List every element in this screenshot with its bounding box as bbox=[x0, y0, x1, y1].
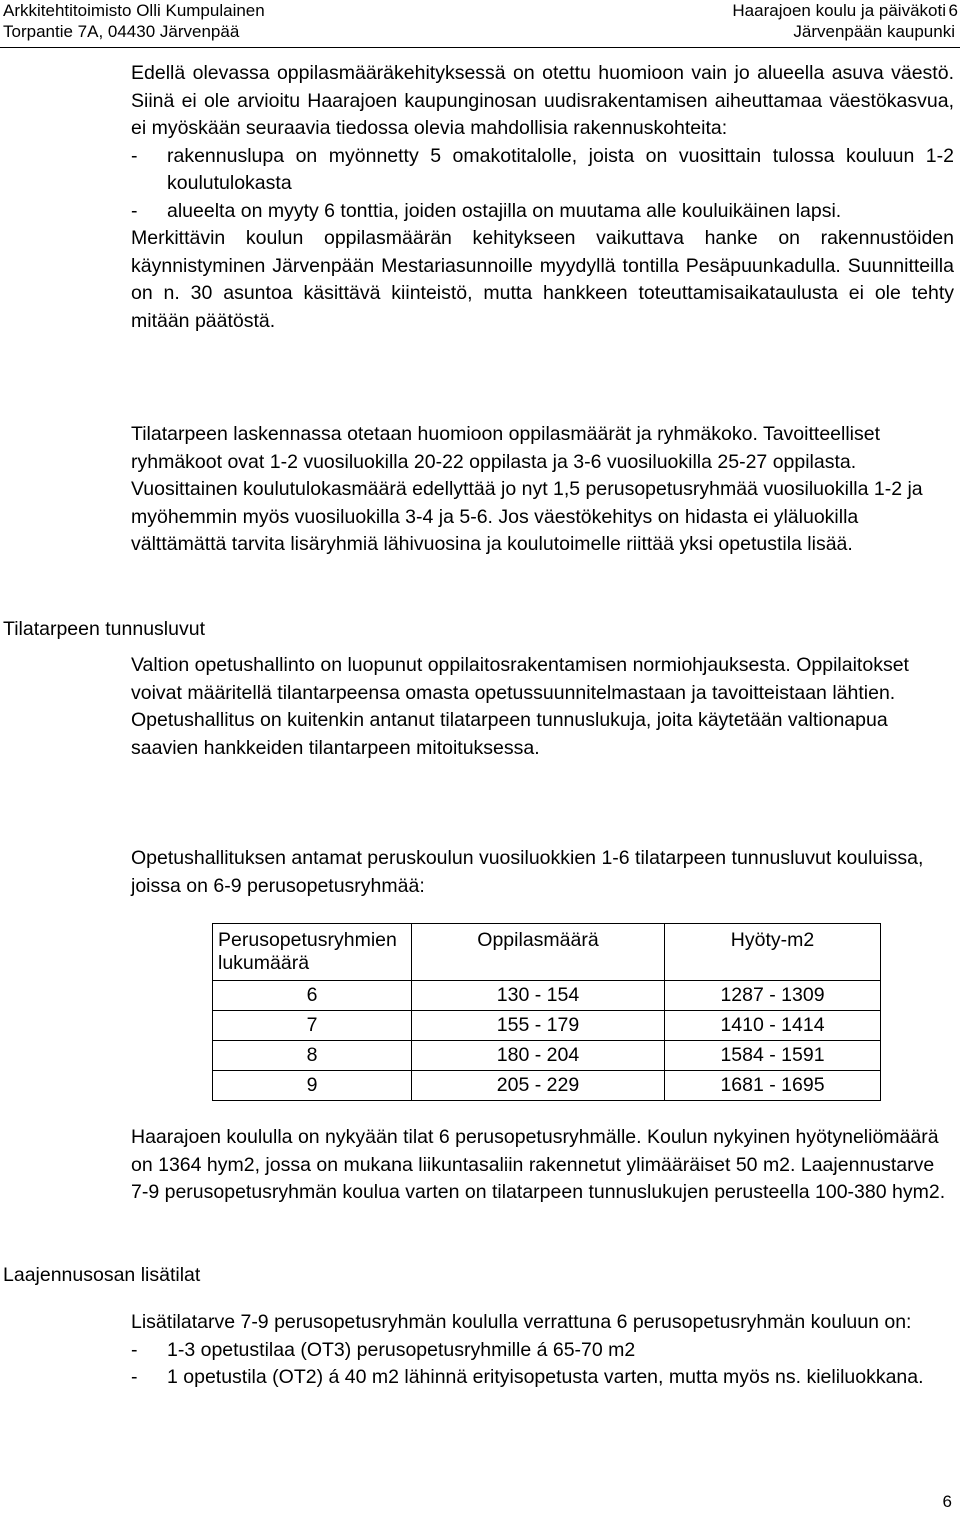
table-cell: 7 bbox=[213, 1011, 412, 1041]
header-address: Torpantie 7A, 04430 Järvenpää bbox=[3, 22, 240, 41]
table-row bbox=[213, 1071, 881, 1101]
paragraph-population-intro: Edellä olevassa oppilasmääräkehityksessä on otettu huomioon vain jo alueella asuva väestö. Siinä ei ole arvioitu Haarajoen kaupunginosan uudisrakentamisen aiheuttamaa väestökasvua, ei myöskään seuraavia tiedossa olevia mahdollisia rakennuskohteita: bbox=[131, 62, 954, 139]
header-project: Haarajoen koulu ja päiväkoti bbox=[732, 1, 946, 20]
bullet-text: alueelta on myyty 6 tonttia, joiden ostajilla on muutama alle kouluikäinen lapsi. bbox=[167, 199, 842, 222]
paragraph-state-administration: Valtion opetushallinto on luopunut oppilaitosrakentamisen normiohjauksesta. Oppilaitokset voivat määritellä tilantarpeensa omasta opetussuunnitelmastaan ja tavoitteistaan lähtien. Opetushallitus on kuitenkin antanut tilatarpeen tunnuslukuja, joita käytetään valtionapua saavien hankkeiden tilantarpeen mitoituksessa. bbox=[131, 654, 909, 759]
table-cell: 1287 - 1309 bbox=[665, 981, 881, 1011]
space-requirements-table bbox=[212, 923, 881, 1101]
footer-page-number: 6 bbox=[942, 1492, 952, 1511]
section-population bbox=[131, 60, 954, 335]
paragraph-current-school: Haarajoen koululla on nykyään tilat 6 perusopetusryhmälle. Koulun nykyinen hyötyneliömäärä on 1364 hym2, jossa on mukana liikuntasaliin rakennetut ylimääräiset 50 m2. Laajennustarve 7-9 perusopetusryhmän koulua varten on tilatarpeen tunnuslukujen perusteella 100-380 hym2. bbox=[131, 1126, 946, 1203]
table-cell: 1584 - 1591 bbox=[665, 1041, 881, 1071]
bullet-text: rakennuslupa on myönnetty 5 omakotitalolle, joista on vuosittain tulossa kouluun 1-2 koulutulokasta bbox=[167, 144, 954, 194]
table-cell: 205 - 229 bbox=[412, 1071, 665, 1101]
bullet-text: 1-3 opetustilaa (OT3) perusopetusryhmille á 65-70 m2 bbox=[167, 1338, 636, 1361]
table-cell: 1681 - 1695 bbox=[665, 1071, 881, 1101]
bullet-item bbox=[131, 198, 954, 226]
bullet-mark: - bbox=[131, 1338, 138, 1361]
table-cell: 6 bbox=[213, 981, 412, 1011]
bullet-item bbox=[131, 1364, 954, 1392]
header-rule bbox=[0, 47, 960, 48]
table-row bbox=[213, 981, 881, 1011]
table-cell: 1410 - 1414 bbox=[665, 1011, 881, 1041]
bullet-mark: - bbox=[131, 1366, 138, 1388]
paragraph-space-calculation: Tilatarpeen laskennassa otetaan huomioon oppilasmäärät ja ryhmäkoko. Tavoitteelliset ryhmäkoot ovat 1-2 vuosiluokilla 20-22 oppilasta ja 3-6 vuosiluokilla 25-27 oppilasta. Vuosittainen koulutulokasmäärä edellyttää jo nyt 1,5 perusopetusryhmää vuosiluokilla 1-2 ja myöhemmin myös vuosiluokilla 3-4 ja 5-6. Jos väestökehitys on hidasta ei yläluokilla välttämättä tarvita lisäryhmiä lähivuosina ja koulutoimelle riittää yksi opetustila lisää. bbox=[131, 423, 923, 555]
side-heading-tilatarpeen: Tilatarpeen tunnusluvut bbox=[3, 618, 205, 640]
bullet-item bbox=[131, 1337, 954, 1365]
table-header-cell: Hyöty-m2 bbox=[665, 924, 881, 981]
table-row bbox=[213, 1011, 881, 1041]
table-header-row bbox=[213, 924, 881, 981]
table-row bbox=[213, 1041, 881, 1071]
bullet-mark: - bbox=[131, 144, 138, 167]
bullet-text: 1 opetustila (OT2) á 40 m2 lähinnä erityisopetusta varten, mutta myös ns. kieliluokkana. bbox=[167, 1366, 924, 1388]
section-additional-spaces bbox=[131, 1309, 954, 1392]
table-cell: 180 - 204 bbox=[412, 1041, 665, 1071]
bullet-item bbox=[131, 143, 954, 198]
header-page-number: 6 bbox=[948, 1, 958, 20]
table-cell: 9 bbox=[213, 1071, 412, 1101]
header-client: Järvenpään kaupunki bbox=[793, 22, 955, 41]
table-cell: 130 - 154 bbox=[412, 981, 665, 1011]
table-cell: 8 bbox=[213, 1041, 412, 1071]
side-heading-laajennus: Laajennusosan lisätilat bbox=[3, 1264, 201, 1286]
table-cell: 155 - 179 bbox=[412, 1011, 665, 1041]
bullet-mark: - bbox=[131, 199, 138, 222]
header-org: Arkkitehtitoimisto Olli Kumpulainen bbox=[3, 1, 265, 20]
table-header-cell: Oppilasmäärä bbox=[412, 924, 665, 981]
table-header-cell: Perusopetusryhmien lukumäärä bbox=[213, 924, 412, 981]
paragraph-significant-project: Merkittävin koulun oppilasmäärän kehitykseen vaikuttava hanke on rakennustöiden käynnistyminen Järvenpään Mestariasunnoille myydyllä tontilla Pesäpuunkadulla. Suunnitteilla on n. 30 asuntoa käsittävä kiinteistö, mutta hankkeen toteuttamisaikataulusta ei ole tehty mitään päätöstä. bbox=[131, 227, 954, 332]
paragraph-additional-need: Lisätilatarve 7-9 perusopetusryhmän koululla verrattuna 6 perusopetusryhmän kouluun on: bbox=[131, 1311, 912, 1333]
paragraph-opetushallitus: Opetushallituksen antamat peruskoulun vuosiluokkien 1-6 tilatarpeen tunnusluvut kouluissa, joissa on 6-9 perusopetusryhmää: bbox=[131, 847, 924, 897]
